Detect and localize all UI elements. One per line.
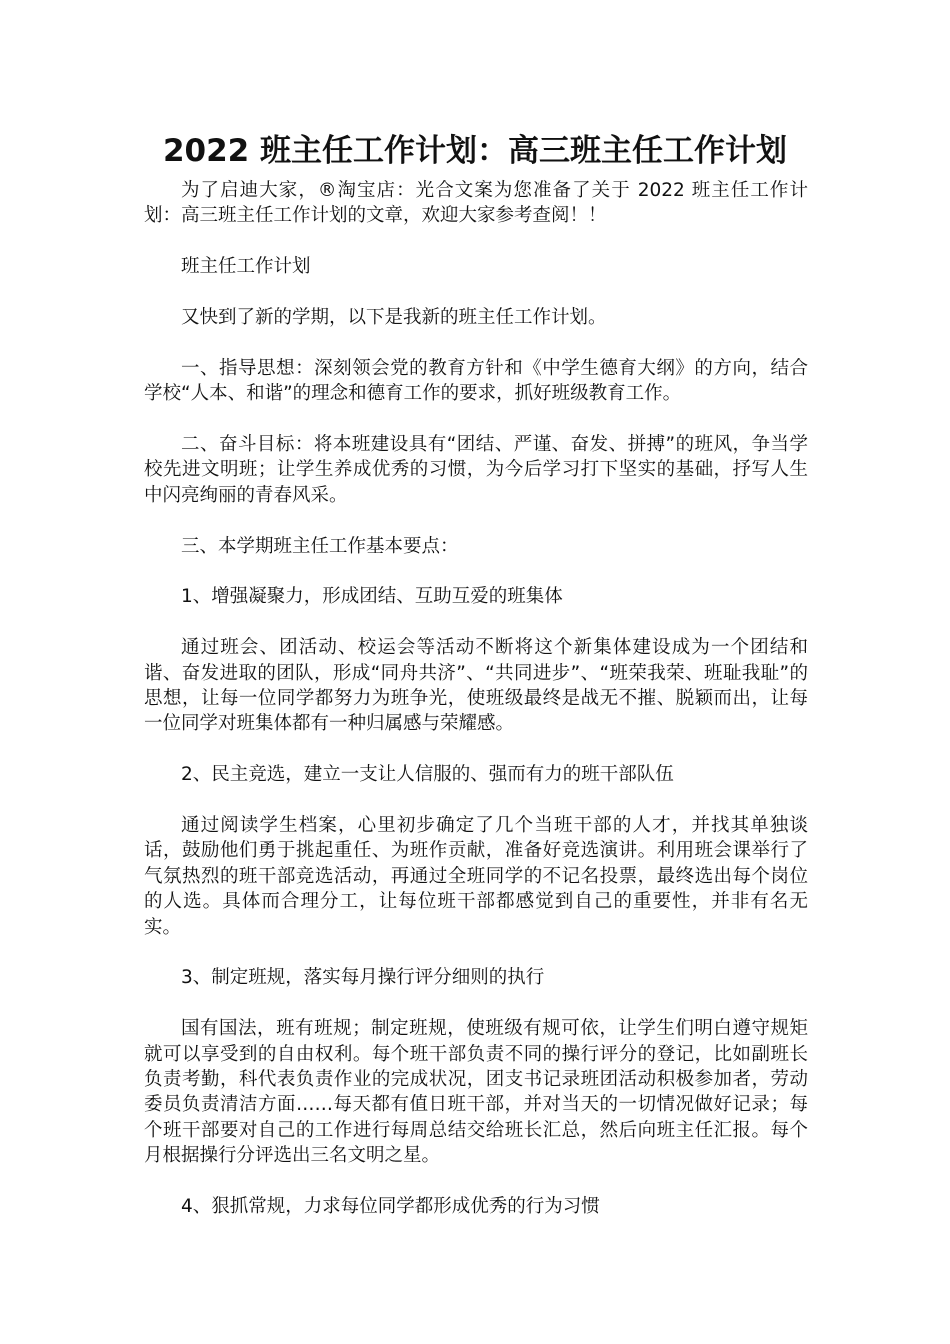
- document-title: 2022 班主任工作计划：高三班主任工作计划: [162, 133, 788, 169]
- paragraph-point-4-heading: 4、狠抓常规，力求每位同学都形成优秀的行为习惯: [181, 1196, 600, 1218]
- paragraph-guiding-thought: 一、指导思想：深刻领会党的教育方针和《中学生德育大纲》的方向，结合学校“人本、和谐”的理念和德育工作的要求，抓好班级教育工作。: [144, 357, 808, 405]
- paragraph-new-term: 又快到了新的学期，以下是我新的班主任工作计划。: [181, 307, 607, 328]
- paragraph-point-3-heading: 3、制定班规，落实每月操行评分细则的执行: [181, 967, 545, 989]
- paragraph-point-2-body: 通过阅读学生档案，心里初步确定了几个当班干部的人才，并找其单独谈话，鼓励他们勇于挑起重任、为班作贡献，准备好竞选演讲。利用班会课举行了气氛热烈的班干部竞选活动，再通过全班同学的不记名投票，最终选出每个岗位的人选。具体而合理分工，让每位班干部都感觉到自己的重要性，并非有名无实。: [144, 815, 808, 938]
- paragraph-goal: 二、奋斗目标：将本班建设具有“团结、严谨、奋发、拼搏”的班风，争当学校先进文明班；让学生养成优秀的习惯，为今后学习打下坚实的基础，抒写人生中闪亮绚丽的青春风采。: [144, 434, 808, 506]
- paragraph-point-3-body: 国有国法，班有班规；制定班规，使班级有规可依，让学生们明白遵守规矩就可以享受到的自由权利。每个班干部负责不同的操行评分的登记，比如副班长负责考勤，科代表负责作业的完成状况，团支书记录班团活动积极参加者，劳动委员负责清洁方面……每天都有值日班干部，并对当天的一切情况做好记录；每个班干部要对自己的工作进行每周总结交给班长汇总，然后向班主任汇报。每个月根据操行分评选出三名文明之星。: [144, 1018, 808, 1167]
- paragraph-point-1-body: 通过班会、团活动、校运会等活动不断将这个新集体建设成为一个团结和谐、奋发进取的团队，形成“同舟共济”、“共同进步”、“班荣我荣、班耻我耻”的思想，让每一位同学都努力为班争光，使班级最终是战无不摧、脱颖而出，让每一位同学对班集体都有一种归属感与荣耀感。: [144, 637, 808, 735]
- paragraph-key-points-heading: 三、本学期班主任工作基本要点：: [181, 535, 459, 557]
- paragraph-point-1-heading: 1、增强凝聚力，形成团结、互助互爱的班集体: [181, 586, 563, 608]
- paragraph-intro: 为了启迪大家，®淘宝店：光合文案为您准备了关于 2022 班主任工作计划：高三班主任工作计划的文章，欢迎大家参考查阅！！: [144, 180, 808, 227]
- paragraph-heading-plan: 班主任工作计划: [181, 256, 311, 278]
- document-body: [144, 178, 808, 1245]
- paragraph-point-2-heading: 2、民主竞选，建立一支让人信服的、强而有力的班干部队伍: [181, 764, 674, 786]
